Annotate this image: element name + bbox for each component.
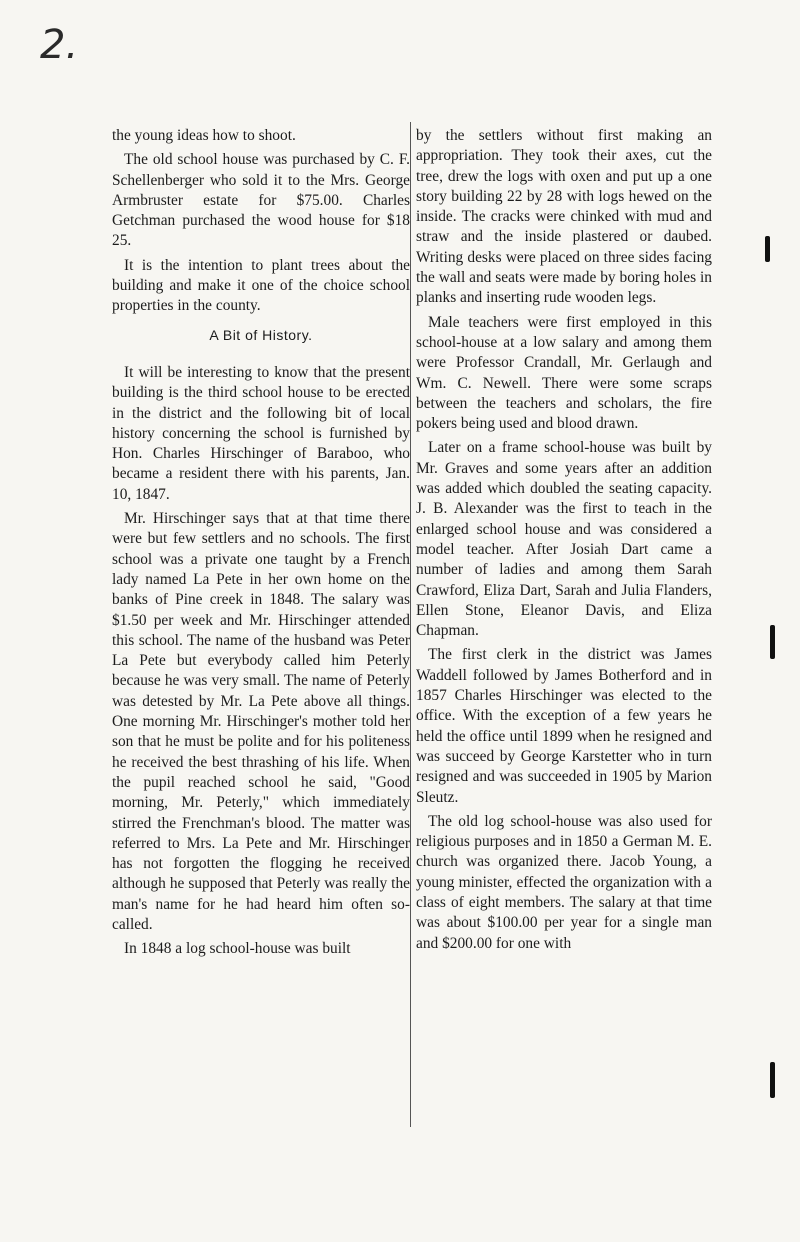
- paragraph-religious-use: The old log school-house was also used for religious purposes and in 1850 a German M. E. church was organized there. Jacob Young, a young minister, effected the organization with a class of eight members. The salary at that time was about $100.00 per year for a single man and $200.00 for one with: [416, 812, 712, 952]
- paragraph-history-intro: It will be interesting to know that the present building is the third school house to be erected in the district and the following bit of local history concerning the school is furnished by Hon. Charles Hirschinger of Baraboo, who became a resident there with his parents, Jan. 10, 1847.: [112, 363, 410, 503]
- section-heading: A Bit of History.: [209, 326, 313, 343]
- binding-mark: [770, 1062, 775, 1098]
- paragraph-plant-trees: It is the intention to plant trees about the building and make it one of the choice school properties in the county.: [112, 256, 410, 315]
- paragraph-continuation: the young ideas how to shoot.: [112, 127, 296, 144]
- right-column: [416, 126, 712, 958]
- page-number: 2.: [40, 22, 79, 68]
- paragraph-log-school-built: by the settlers without first making an appropriation. They took their axes, cut the tree, drew the logs with oxen and put up a one story building 22 by 28 with logs hewed on the inside. The cracks were chinked with mud and straw and the inside plastered or daubed. Writing desks were placed on three sides facing the wall and seats were made by boring holes in planks and inserting rude wooden legs.: [416, 127, 712, 307]
- paragraph-male-teachers: Male teachers were first employed in this school-house at a low salary and among them were Professor Crandall, Mr. Gerlaugh and Wm. C. Newell. There were some scraps between the teachers and scholars, the fire pokers being used and blood drawn.: [416, 313, 712, 433]
- paragraph-district-clerks: The first clerk in the district was James Waddell followed by James Botherford and in 1857 Charles Hirschinger was elected to the office. With the exception of a few years he held the office until 1899 when he resigned and was succeed by George Karstetter who in turn resigned and was succeeded in 1905 by Marion Sleutz.: [416, 646, 712, 806]
- paragraph-school-house-sale: The old school house was purchased by C. F. Schellenberger who sold it to the Mrs. George Armbruster estate for $75.00. Charles Getchman purchased the wood house for $18 25.: [112, 151, 410, 250]
- paragraph-log-school-start: In 1848 a log school-house was built: [124, 940, 351, 958]
- binding-mark: [770, 625, 775, 659]
- binding-mark: [765, 236, 770, 262]
- paragraph-frame-school-house: Later on a frame school-house was built by Mr. Graves and some years after an addition was added which doubled the seating capacity. J. B. Alexander was the first to teach in the enlarged school house and was considered a model teacher. After Josiah Dart came a number of ladies and among them Sarah Crawford, Eliza Dart, Sarah and Julia Flanders, Ellen Stone, Eleanor Davis, and Eliza Chapman.: [416, 439, 712, 640]
- left-column: [112, 126, 410, 964]
- column-divider: [410, 122, 411, 1127]
- paragraph-la-pete-story: Mr. Hirschinger says that at that time there were but few settlers and no schools. The first school was a private one taught by a French lady named La Pete in her own home on the banks of Pine creek in 1848. The salary was $1.50 per week and Mr. Hirschinger attended this school. The name of the husband was Peter La Pete but everybody called him Peterly because he was very small. The name of Peterly was detested by Mr. La Pete above all things. One morning Mr. Hirschinger's mother told her son that he must be polite and for his politeness he received the best thrashing of his life. When the pupil reached school he said, "Good morning, Mr. Peterly," which immediately stirred the Frenchman's blood. The matter was referred to Mrs. La Pete and Mr. Hirschinger has not forgotten the flogging he received although he supposed that Peterly was really the man's name for he had heard him often so-called.: [112, 510, 410, 933]
